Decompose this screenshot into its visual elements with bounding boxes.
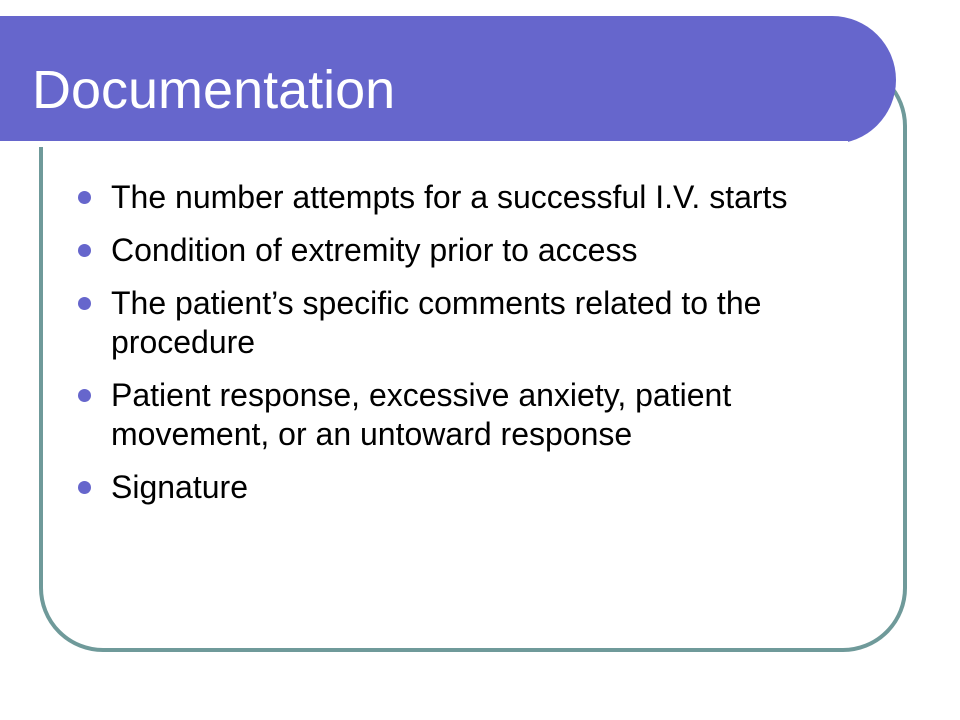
bullet-dot-icon	[78, 389, 91, 402]
bullet-item	[78, 468, 868, 507]
bullet-item	[78, 284, 868, 362]
bullet-text: Signature	[111, 469, 248, 505]
bullet-item	[78, 376, 868, 454]
bullet-dot-icon	[78, 244, 91, 257]
bullet-text: The patient’s specific comments related to the procedure	[111, 285, 762, 360]
bullet-text: Patient response, excessive anxiety, patient movement, or an untoward response	[111, 377, 732, 452]
bullet-dot-icon	[78, 481, 91, 494]
bullet-text: The number attempts for a successful I.V. starts	[111, 179, 788, 215]
bullet-text: Condition of extremity prior to access	[111, 232, 638, 268]
title-bar	[0, 16, 896, 144]
title-underline-rule	[0, 141, 848, 147]
slide-title: Documentation	[32, 60, 396, 120]
bullet-list	[78, 178, 868, 521]
bullet-item	[78, 178, 868, 217]
bullet-item	[78, 231, 868, 270]
bullet-dot-icon	[78, 297, 91, 310]
bullet-dot-icon	[78, 191, 91, 204]
